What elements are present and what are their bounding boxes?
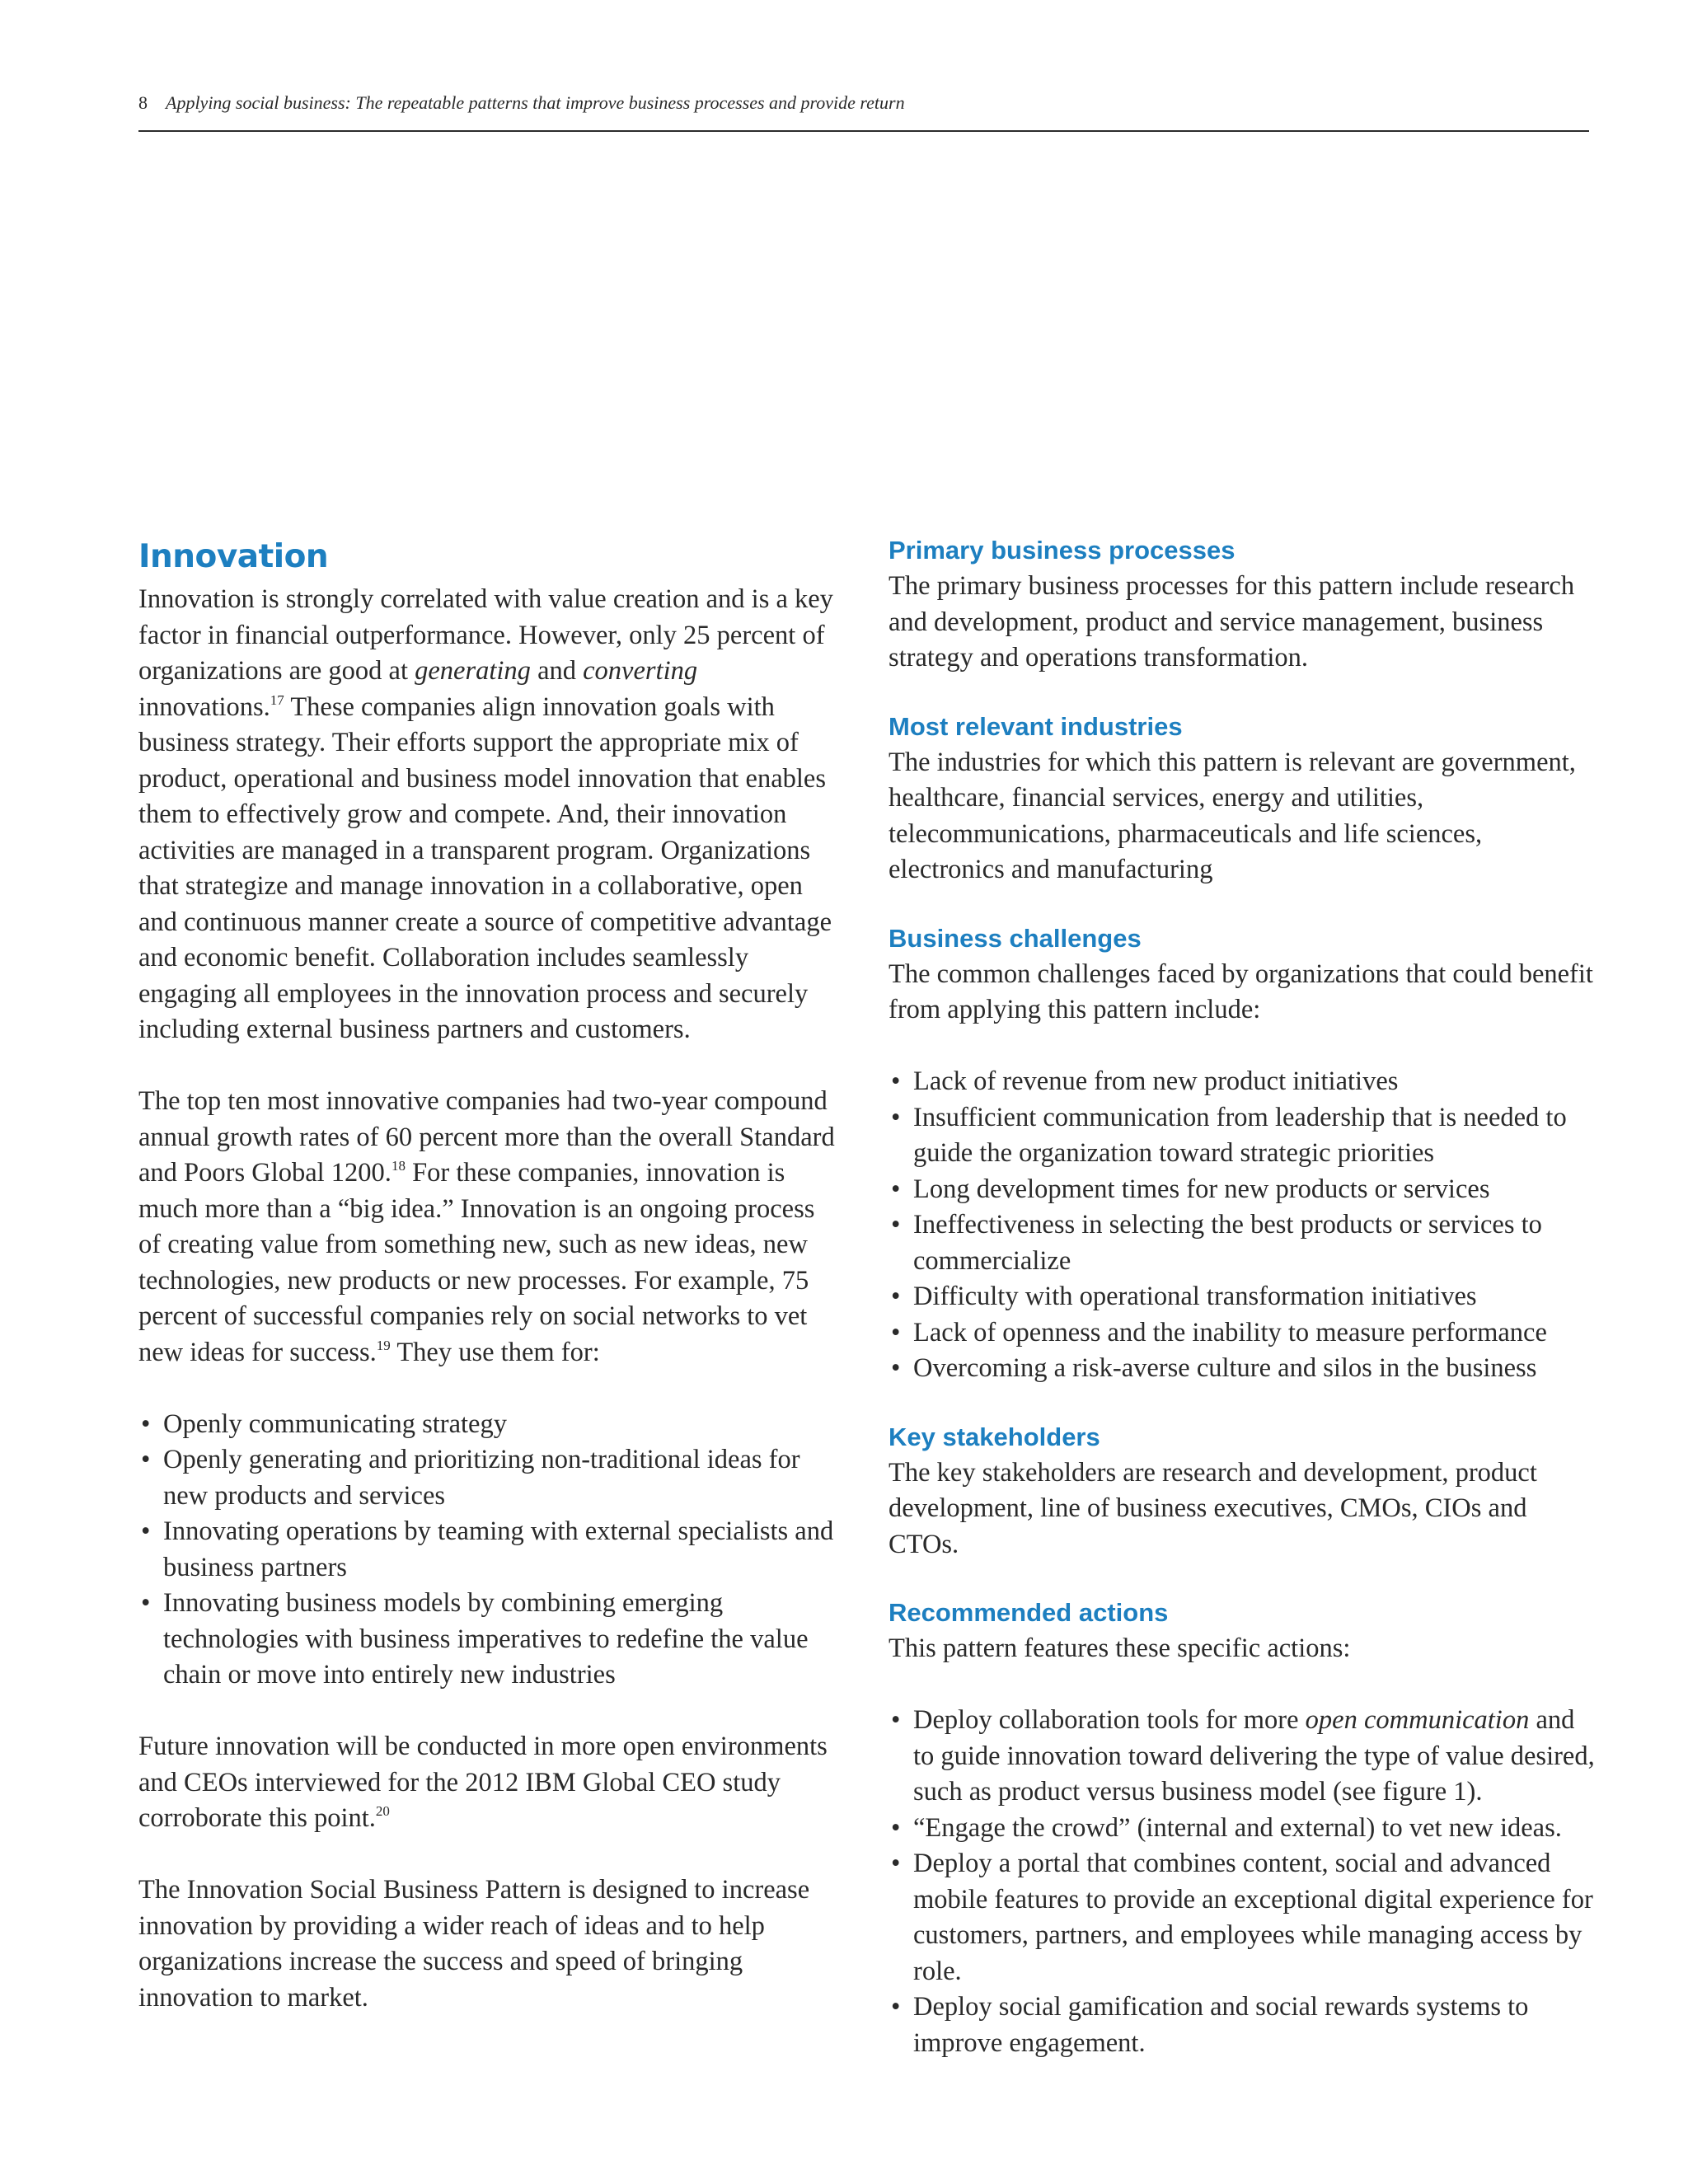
- text-run: For these companies, innovation is much more than a “big idea.” Innovation is an ongoing process of creating value from something new, such as new ideas, new technologies, new products or new processes. For example, 75 percent of successful companies rely on social networks to vet new ideas for success.: [138, 1158, 815, 1367]
- list-item: [889, 1703, 1597, 1811]
- footnote-ref: 17: [270, 691, 284, 708]
- running-title: Applying social business: The repeatable patterns that improve business processes and provide return: [166, 92, 905, 113]
- challenges-heading: Business challenges: [889, 923, 1142, 953]
- list-item: • Openly generating and prioritizing non-traditional ideas for new products and services: [138, 1442, 839, 1514]
- intro-paragraph: [138, 582, 839, 1048]
- actions-list: [889, 1703, 1597, 2061]
- growth-paragraph: [138, 1084, 839, 1371]
- challenges-text: The common challenges faced by organizations that could benefit from applying this pattern include:: [889, 958, 1593, 1024]
- text-run: and: [530, 656, 584, 686]
- text-run: and to guide innovation toward delivering the type of value desired, such as product versus business model (see figure 1).: [913, 1705, 1595, 1807]
- emphasis-generating: generating: [415, 656, 531, 686]
- stakeholders-heading: Key stakeholders: [889, 1422, 1100, 1451]
- list-item: • Difficulty with operational transformation initiatives: [889, 1279, 1597, 1315]
- actions-heading: Recommended actions: [889, 1598, 1169, 1627]
- processes-text: The primary business processes for this pattern include research and development, product and service management, business strategy and operations transformation.: [889, 571, 1575, 673]
- challenges-list: [889, 1064, 1597, 1387]
- text-run: These companies align innovation goals with business strategy. Their efforts support the appropriate mix of product, operational and business model innovation that enables them to effectively grow and compete. And, their innovation activities are managed in a transparent program. Organizations that strategize and manage innovation in a collaborative, open and continuous manner create a source of competitive advantage and economic benefit. Collaboration includes seamlessly engaging all employees in the innovation process and securely including external business partners and customers.: [138, 691, 832, 1044]
- list-item: • Insufficient communication from leadership that is needed to guide the organization toward strategic priorities: [889, 1100, 1597, 1172]
- industries-heading: Most relevant industries: [889, 711, 1183, 741]
- list-item: • “Engage the crowd” (internal and external) to vet new ideas.: [889, 1811, 1597, 1847]
- stakeholders-text: The key stakeholders are research and development, product development, line of business executives, CMOs, CIOs and CTOs.: [889, 1457, 1537, 1559]
- footnote-ref: 20: [375, 1803, 390, 1819]
- list-item: • Overcoming a risk-averse culture and silos in the business: [889, 1351, 1597, 1387]
- footnote-ref: 18: [391, 1158, 406, 1174]
- list-item: • Deploy social gamification and social rewards systems to improve engagement.: [889, 1990, 1597, 2061]
- list-item: • Lack of openness and the inability to measure performance: [889, 1315, 1597, 1352]
- page-number: 8: [138, 92, 148, 113]
- text-run: Future innovation will be conducted in more open environments and CEOs interviewed for the 2012 IBM Global CEO study corroborate this point.: [138, 1732, 828, 1833]
- list-item: • Ineffectiveness in selecting the best products or services to commercialize: [889, 1207, 1597, 1279]
- emphasis-open-communication: open communication: [1305, 1705, 1530, 1735]
- text-run: They use them for:: [390, 1337, 600, 1367]
- list-item: • Lack of revenue from new product initiatives: [889, 1064, 1597, 1100]
- text-run: Innovation is strongly correlated with value creation and is a key factor in financial outperformance. However, only 25 percent of organizations are good at: [138, 584, 833, 686]
- emphasis-converting: converting: [583, 656, 698, 686]
- list-item: • Innovating operations by teaming with external specialists and business partners: [138, 1514, 839, 1586]
- right-column: [889, 532, 1597, 2061]
- pattern-paragraph: The Innovation Social Business Pattern is designed to increase innovation by providing a wider reach of ideas and to help organizations increase the success and speed of bringing innovation to market.: [138, 1875, 810, 2013]
- footnote-ref: 19: [376, 1337, 391, 1353]
- list-item: • Innovating business models by combining emerging technologies with business imperatives to redefine the value chain or move into entirely new industries: [138, 1586, 839, 1694]
- text-run: The top ten most innovative companies had two-year compound annual growth rates of 60 percent more than the overall Standard and Poors Global 1200.: [138, 1086, 835, 1188]
- section-title: Innovation: [138, 538, 329, 575]
- list-item: • Long development times for new products or services: [889, 1172, 1597, 1208]
- actions-text: This pattern features these specific actions:: [889, 1633, 1351, 1663]
- text-run: Deploy collaboration tools for more: [913, 1705, 1306, 1735]
- future-paragraph: [138, 1729, 839, 1837]
- list-item: • Openly communicating strategy: [138, 1407, 839, 1443]
- left-column: [138, 532, 839, 2016]
- text-run: innovations.: [138, 691, 270, 722]
- running-header: [138, 92, 1589, 132]
- industries-text: The industries for which this pattern is relevant are government, healthcare, financial services, energy and utilities, telecommunications, pharmaceuticals and life sciences, electronics and manufacturing: [889, 747, 1576, 884]
- list-item: • Deploy a portal that combines content, social and advanced mobile features to provide an exceptional digital experience for customers, partners, and employees while managing access by role.: [889, 1846, 1597, 1990]
- uses-list: [138, 1407, 839, 1694]
- processes-heading: Primary business processes: [889, 536, 1236, 565]
